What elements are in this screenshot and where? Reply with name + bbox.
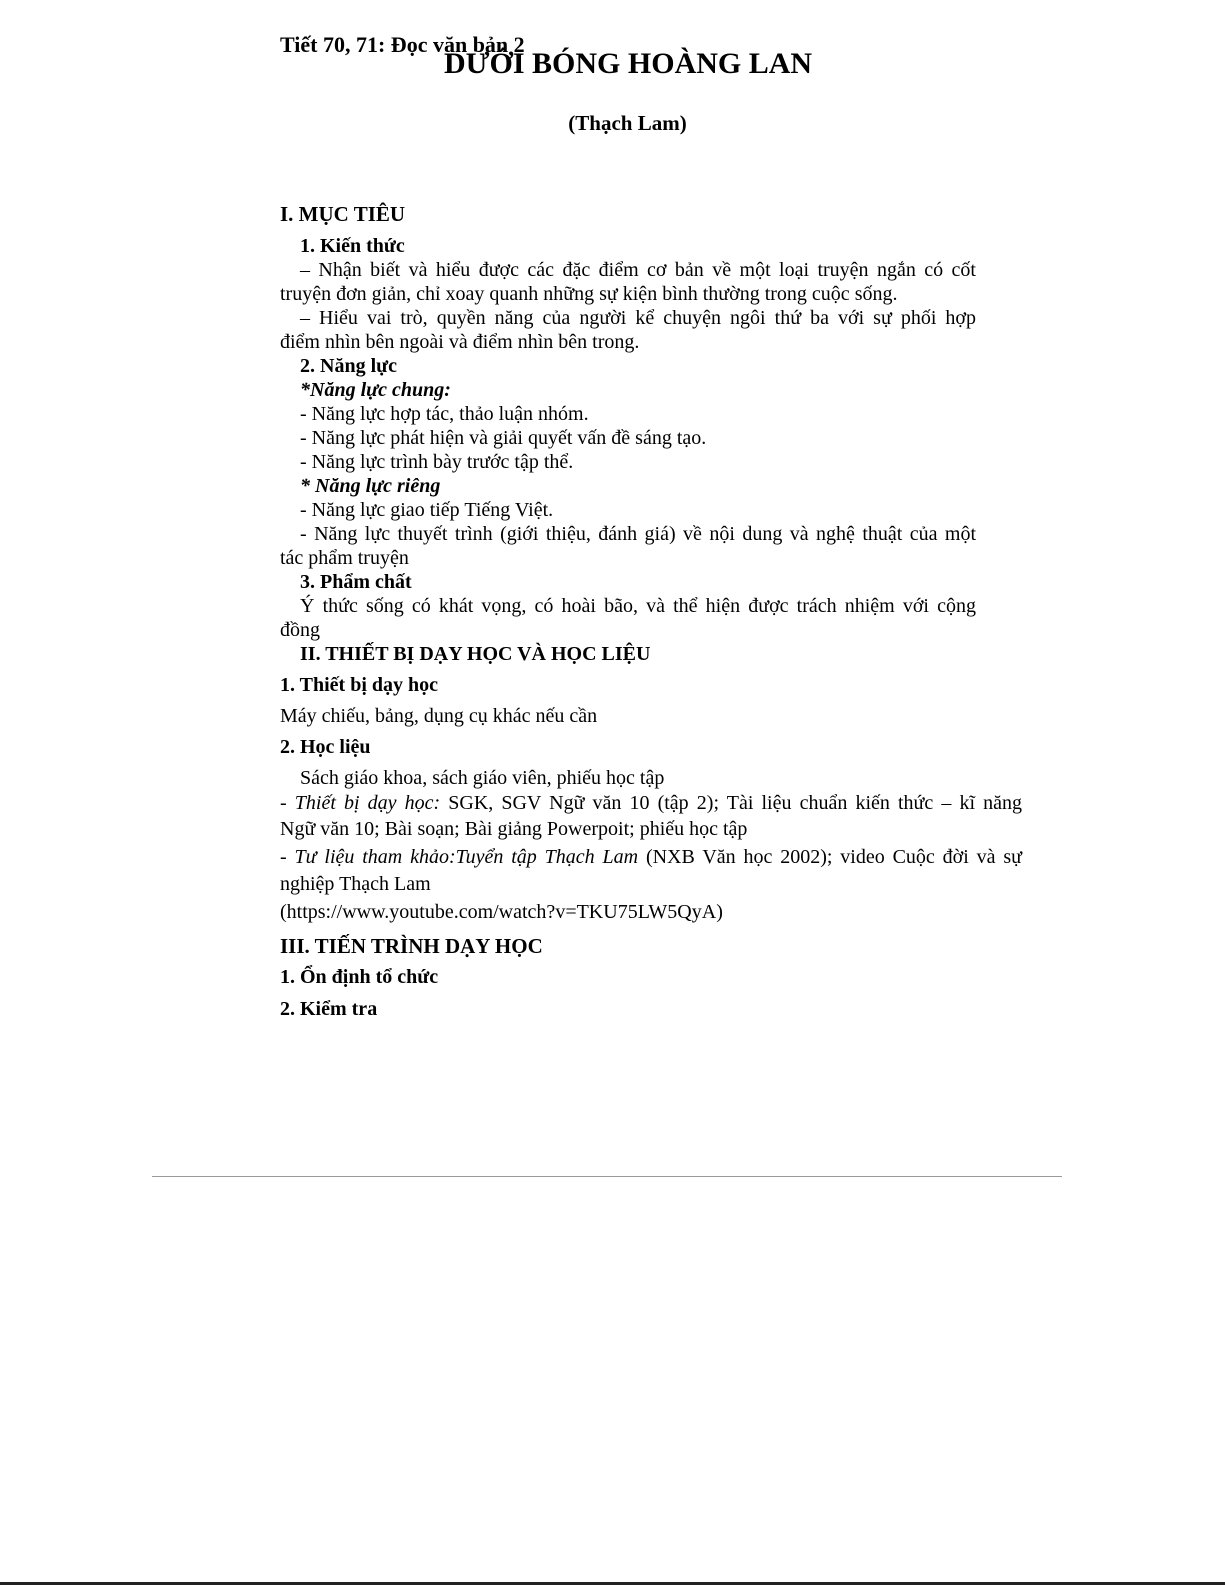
subheading-knowledge: 1. Kiến thức <box>300 235 405 257</box>
page-divider <box>152 1176 1062 1177</box>
knowledge-item-1-line-2: truyện đơn giản, chỉ xoay quanh những sự kiện bình thường trong cuộc sống. <box>280 283 898 305</box>
device-text: SGK, SGV Ngữ văn 10 (tập 2); Tài liệu chuẩn kiến thức – kĩ năng <box>440 792 1022 814</box>
device-label: - Thiết bị dạy học: <box>280 792 441 814</box>
specific-item-2-line-1: - Năng lực thuyết trình (giới thiệu, đánh giá) về nội dung và nghệ thuật của một <box>300 523 976 545</box>
specific-competence-heading: * Năng lực riêng <box>300 475 441 497</box>
general-competence-heading: *Năng lực chung: <box>300 379 451 401</box>
document-author: (Thạch Lam) <box>568 111 687 135</box>
list-item: - Năng lực giao tiếp Tiếng Việt. <box>300 499 554 521</box>
quality-line-1: Ý thức sống có khát vọng, có hoài bão, và thể hiện được trách nhiệm với cộng <box>300 595 976 617</box>
document-title: DƯỚI BÓNG HOÀNG LAN <box>444 47 813 80</box>
section-heading-process: III. TIẾN TRÌNH DẠY HỌC <box>280 934 543 958</box>
subheading-teaching-equipment: 1. Thiết bị dạy học <box>280 674 438 696</box>
reference-line-1 <box>280 845 1022 869</box>
reference-text: (NXB Văn học 2002); video Cuộc đời và sự <box>638 846 1022 868</box>
reference-url: (https://www.youtube.com/watch?v=TKU75LW5QyA) <box>280 901 723 923</box>
knowledge-item-1-line-1: – Nhận biết và hiểu được các đặc điểm cơ bản về một loại truyện ngắn có cốt <box>300 259 976 281</box>
lesson-label: Tiết 70, 71: Đọc văn bản 2 <box>280 32 525 57</box>
list-item: - Năng lực phát hiện và giải quyết vấn đề sáng tạo. <box>300 427 707 449</box>
device-line-2: Ngữ văn 10; Bài soạn; Bài giảng Powerpoit; phiếu học tập <box>280 818 748 840</box>
subheading-materials: 2. Học liệu <box>280 736 371 758</box>
reference-line-2: nghiệp Thạch Lam <box>280 873 431 895</box>
equipment-text: Máy chiếu, bảng, dụng cụ khác nếu cần <box>280 705 598 727</box>
knowledge-item-2-line-1: – Hiểu vai trò, quyền năng của người kể chuyện ngôi thứ ba với sự phối hợp <box>300 307 976 329</box>
section-heading-equipment: II. THIẾT BỊ DẠY HỌC VÀ HỌC LIỆU <box>300 643 651 665</box>
section-heading-objectives: I. MỤC TIÊU <box>280 202 406 226</box>
step-organization: 1. Ổn định tổ chức <box>280 966 439 988</box>
list-item: - Năng lực trình bày trước tập thể. <box>300 451 574 473</box>
knowledge-item-2-line-2: điểm nhìn bên ngoài và điểm nhìn bên trong. <box>280 331 640 353</box>
subheading-quality: 3. Phẩm chất <box>300 571 412 593</box>
subheading-competence: 2. Năng lực <box>300 355 398 377</box>
reference-label: - Tư liệu tham khảo:Tuyển tập Thạch Lam <box>280 846 639 868</box>
quality-line-2: đồng <box>280 619 320 641</box>
list-item: - Năng lực hợp tác, thảo luận nhóm. <box>300 403 589 425</box>
specific-item-2-line-2: tác phẩm truyện <box>280 547 409 569</box>
materials-text: Sách giáo khoa, sách giáo viên, phiếu học tập <box>300 767 665 789</box>
device-line-1 <box>280 791 1022 815</box>
step-check: 2. Kiểm tra <box>280 998 378 1020</box>
